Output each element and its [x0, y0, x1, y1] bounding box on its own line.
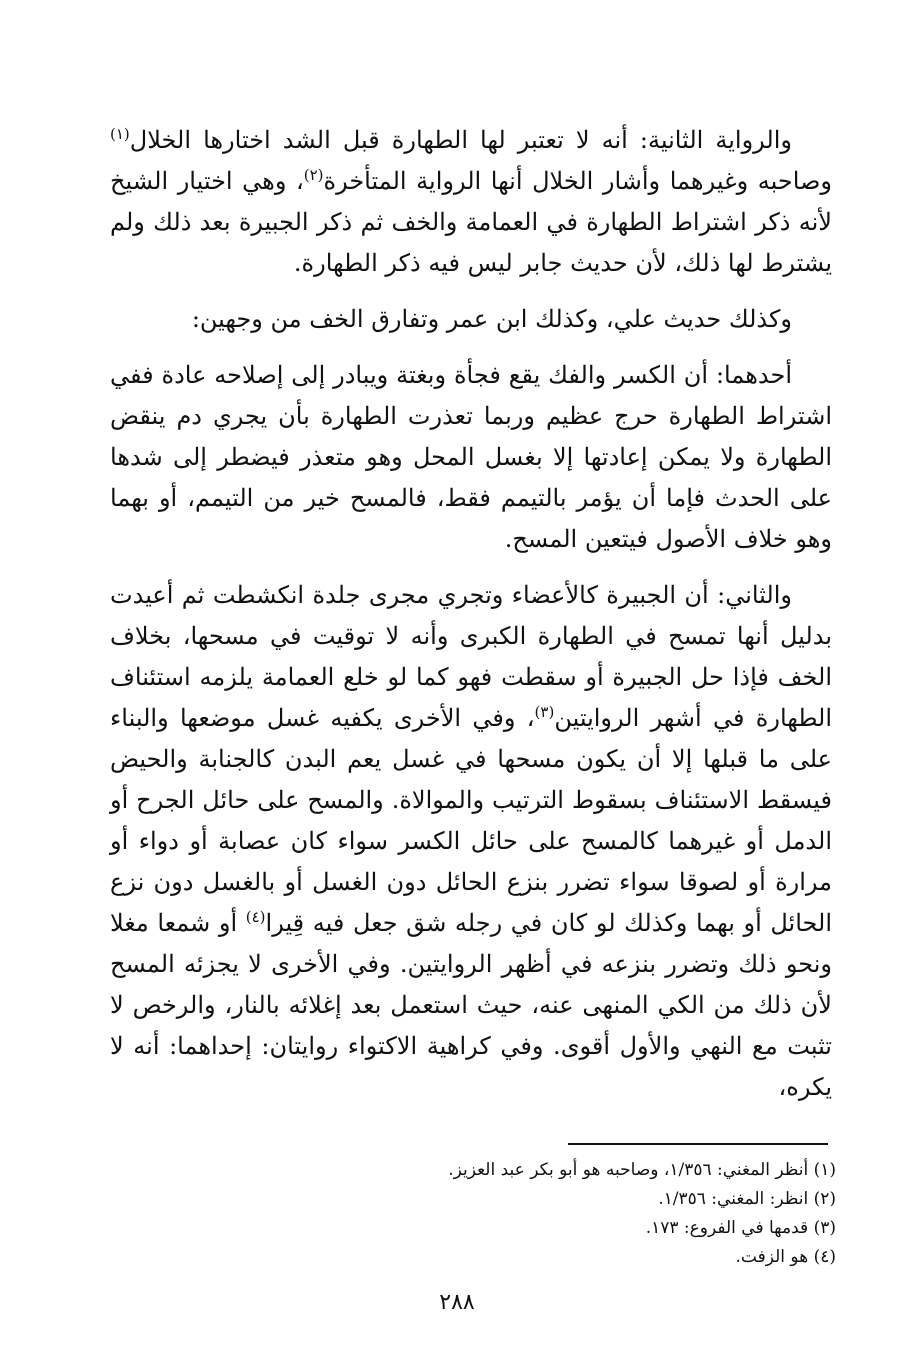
paragraph — [110, 575, 832, 1108]
footnotes — [300, 1156, 836, 1272]
footnote: (٤) هو الزفت. — [735, 1247, 836, 1267]
footnote: (٣) قدمها في الفروع: ١٧٣. — [645, 1218, 836, 1238]
text-segment: أو شمعا مغلا ونحو ذلك وتضرر بنزعه في أظهر الروايتين. وفي الأخرى لا يجزئه المسح لأن ذلك من الكي المنهى عنه، حيث استعمل بعد إغلائه بالنار، والرخص لا تثبت مع النهي والأول أقوى. وفي كراهية الاكتواء روايتان: إحداهما: أنه لا يكره، — [110, 909, 832, 1101]
text-segment: وكذلك حديث علي، وكذلك ابن عمر وتفارق الخف من وجهين: — [191, 305, 792, 333]
text-segment: ، وفي الأخرى يكفيه غسل موضعها والبناء على ما قبلها إلا أن يكون مسحها في غسل يعم البدن كالجنابة والحيض فيسقط الاستئناف بسقوط الترتيب والموالاة. والمسح على حائل الجرح أو الدمل أو غيرهما كالمسح على حائل الكسر سواء كان عصابة أو دواء أو مرارة أو لصوقا سواء تضرر بنزع الحائل دون الغسل أو بالغسل دون نزع الحائل أو بهما وكذلك لو كان في رجله شق جعل فيه قِيرا — [110, 704, 833, 937]
text-segment: وصاحبه وغيرهما وأشار الخلال أنها الرواية المتأخرة — [323, 167, 832, 195]
footnote: (١) أنظر المغني: ١/٣٥٦، وصاحبه هو أبو بكر عبد العزيز. — [448, 1160, 836, 1180]
footnote-ref: (٤) — [245, 908, 266, 926]
footnote-ref: (٣) — [534, 703, 555, 721]
paragraph — [110, 299, 832, 340]
text-segment: ، وهي اختيار الشيخ لأنه ذكر اشتراط الطهارة في العمامة والخف ثم ذكر الجبيرة بعد ذلك ولم يشترط لها ذلك، لأن حديث جابر ليس فيه ذكر الطهارة. — [110, 167, 832, 277]
paragraph — [110, 355, 832, 560]
footnote-ref: (٢) — [303, 166, 324, 184]
paragraph — [110, 120, 832, 284]
main-text — [110, 120, 832, 1123]
footnote-separator — [568, 1143, 828, 1145]
page-number: ٢٨٨ — [439, 1290, 475, 1315]
text-segment: أحدهما: أن الكسر والفك يقع فجأة وبغتة ويبادر إلى إصلاحه عادة ففي اشتراط الطهارة حرج عظيم وربما تعذرت الطهارة بأن يجري دم ينقض الطهارة ولا يمكن إعادتها إلا بغسل المحل وهو متعذر فيضطر إلى شدها على الحدث فإما أن يؤمر بالتيمم فقط، فالمسح خير من التيمم، أو بهما وهو خلاف الأصول فيتعين المسح. — [110, 361, 832, 553]
footnote: (٢) انظر: المغني: ١/٣٥٦. — [658, 1189, 836, 1209]
text-segment: والثاني: أن الجبيرة كالأعضاء وتجري مجرى جلدة انكشطت ثم أعيدت بدليل أنها تمسح في الطهارة الكبرى وأنه لا توقيت في مسحها، بخلاف الخف فإذا حل الجبيرة أو سقطت فهو كما لو خلع العمامة يلزمه استئناف الطهارة في أشهر الروايتين — [110, 581, 832, 732]
text-segment: والرواية الثانية: أنه لا تعتبر لها الطهارة قبل الشد اختارها الخلال — [129, 126, 792, 154]
footnote-ref: (١) — [110, 125, 130, 143]
